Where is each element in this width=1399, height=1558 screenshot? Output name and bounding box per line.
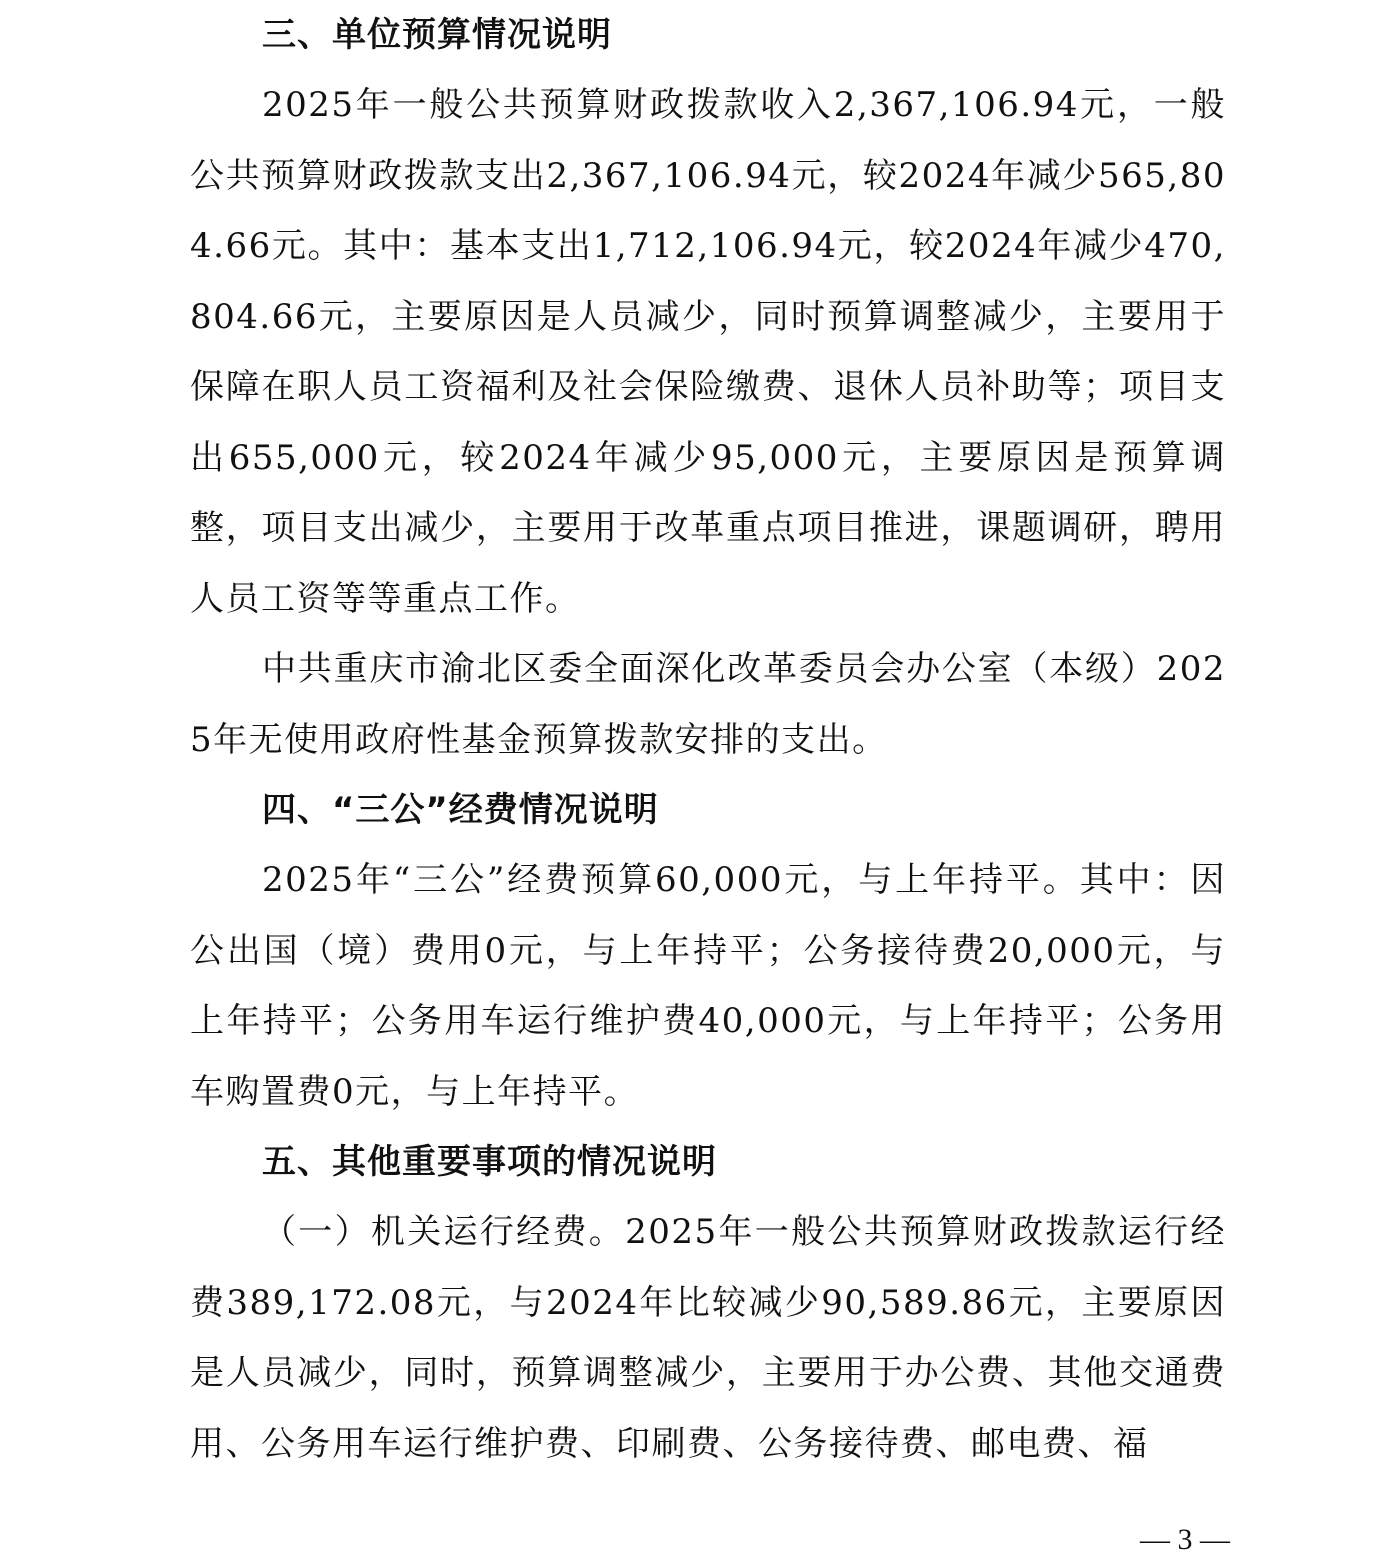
section-heading-3: 三、单位预算情况说明 — [262, 15, 612, 55]
section-heading-4: 四、“三公”经费情况说明 — [262, 790, 659, 830]
section-heading-5: 五、其他重要事项的情况说明 — [262, 1142, 717, 1182]
paragraph-operating-expenses: （一）机关运行经费。2025年一般公共预算财政拨款运行经费389,172.08元，与2024年比较减少90,589.86元，主要原因是人员减少，同时，预算调整减少，主要用于办公费、其他交通费用、公务用车运行维护费、印刷费、公务接待费、邮电费、福 — [190, 1212, 1226, 1464]
paragraph-budget-overview: 2025年一般公共预算财政拨款收入2,367,106.94元，一般公共预算财政拨款支出2,367,106.94元，较2024年减少565,804.66元。其中：基本支出1,712,106.94元，较2024年减少470,804.66元，主要原因是人员减少，同时预算调整减少，主要用于保障在职人员工资福利及社会保险缴费、退休人员补助等；项目支出655,000元，较2024年减少95,000元，主要原因是预算调整，项目支出减少，主要用于改革重点项目推进，课题调研，聘用人员工资等等重点工作。 — [190, 85, 1226, 619]
document-page — [190, 0, 1226, 1479]
page-number: — 3 — — [1140, 1523, 1230, 1556]
paragraph-three-public-expenses: 2025年“三公”经费预算60,000元，与上年持平。其中：因公出国（境）费用0元，与上年持平；公务接待费20,000元，与上年持平；公务用车运行维护费40,000元，与上年持平；公务用车购置费0元，与上年持平。 — [190, 860, 1226, 1112]
paragraph-government-fund: 中共重庆市渝北区委全面深化改革委员会办公室（本级）2025年无使用政府性基金预算拨款安排的支出。 — [190, 649, 1226, 760]
